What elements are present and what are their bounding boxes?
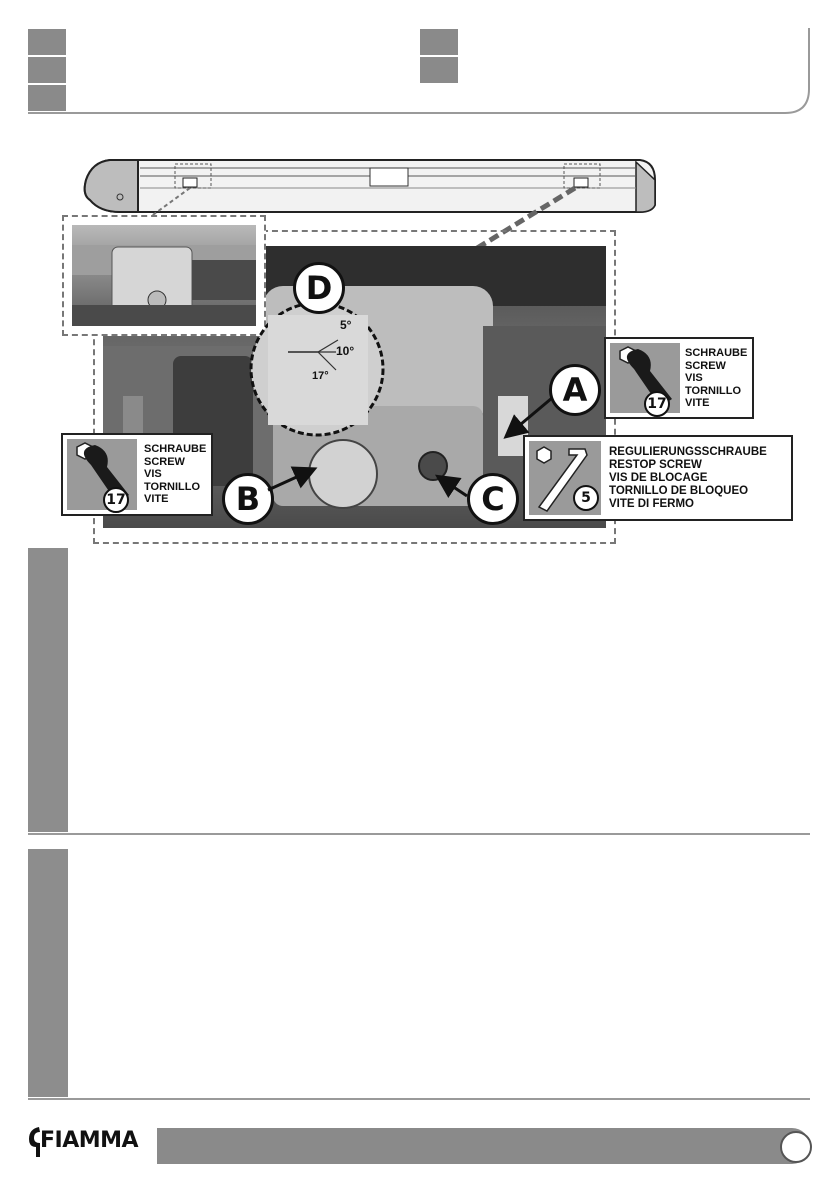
allen-key-label-de: REGULIERUNGSSCHRAUBE xyxy=(609,446,767,458)
allen-key-labels xyxy=(609,446,767,511)
page-number-badge xyxy=(780,1131,812,1163)
wrench-label-de: SCHRAUBE xyxy=(685,347,748,359)
angle-mark-10: 10° xyxy=(336,344,355,358)
angle-mark-17: 17° xyxy=(312,370,329,382)
wrench-size-badge: 17 xyxy=(644,391,670,417)
callout-d: D xyxy=(293,262,345,314)
wrench-labels xyxy=(144,443,206,506)
footer-bar xyxy=(157,1128,810,1164)
callout-c: C xyxy=(467,473,519,525)
wrench-label-fr: VIS xyxy=(685,372,703,384)
wrench-label-it: VITE xyxy=(685,397,710,409)
wrench-label-es: TORNILLO xyxy=(685,384,742,397)
wrench-label-de: SCHRAUBE xyxy=(144,443,207,455)
section-1-sidebar xyxy=(28,548,68,832)
section-2-sidebar xyxy=(28,849,68,1097)
callout-b: B xyxy=(222,473,274,525)
wrench-label-fr: VIS xyxy=(144,468,162,480)
tool-box-wrench-a xyxy=(604,337,754,419)
wrench-size-badge: 17 xyxy=(103,487,129,513)
allen-key-size-badge: 5 xyxy=(573,485,599,511)
angle-mark-5: 5° xyxy=(340,318,352,332)
section-2-divider xyxy=(28,1098,810,1100)
allen-key-label-fr: VIS DE BLOCAGE xyxy=(609,472,708,484)
wrench-label-en: SCREW xyxy=(685,359,726,372)
allen-key-label-es: TORNILLO DE BLOQUEO xyxy=(609,485,749,497)
fiamma-logo: FIAMMA xyxy=(40,1128,139,1153)
wrench-label-es: TORNILLO xyxy=(144,480,201,493)
tool-box-allen-key xyxy=(523,435,793,521)
wrench-label-it: VITE xyxy=(144,493,169,505)
wrench-label-en: SCREW xyxy=(144,455,185,468)
wrench-labels xyxy=(685,347,747,410)
tool-box-wrench-b xyxy=(61,433,213,516)
section-1-divider xyxy=(28,833,810,835)
allen-key-label-it: VITE DI FERMO xyxy=(609,498,694,510)
allen-key-label-en: RESTOP SCREW xyxy=(609,459,702,471)
callout-a: A xyxy=(549,364,601,416)
